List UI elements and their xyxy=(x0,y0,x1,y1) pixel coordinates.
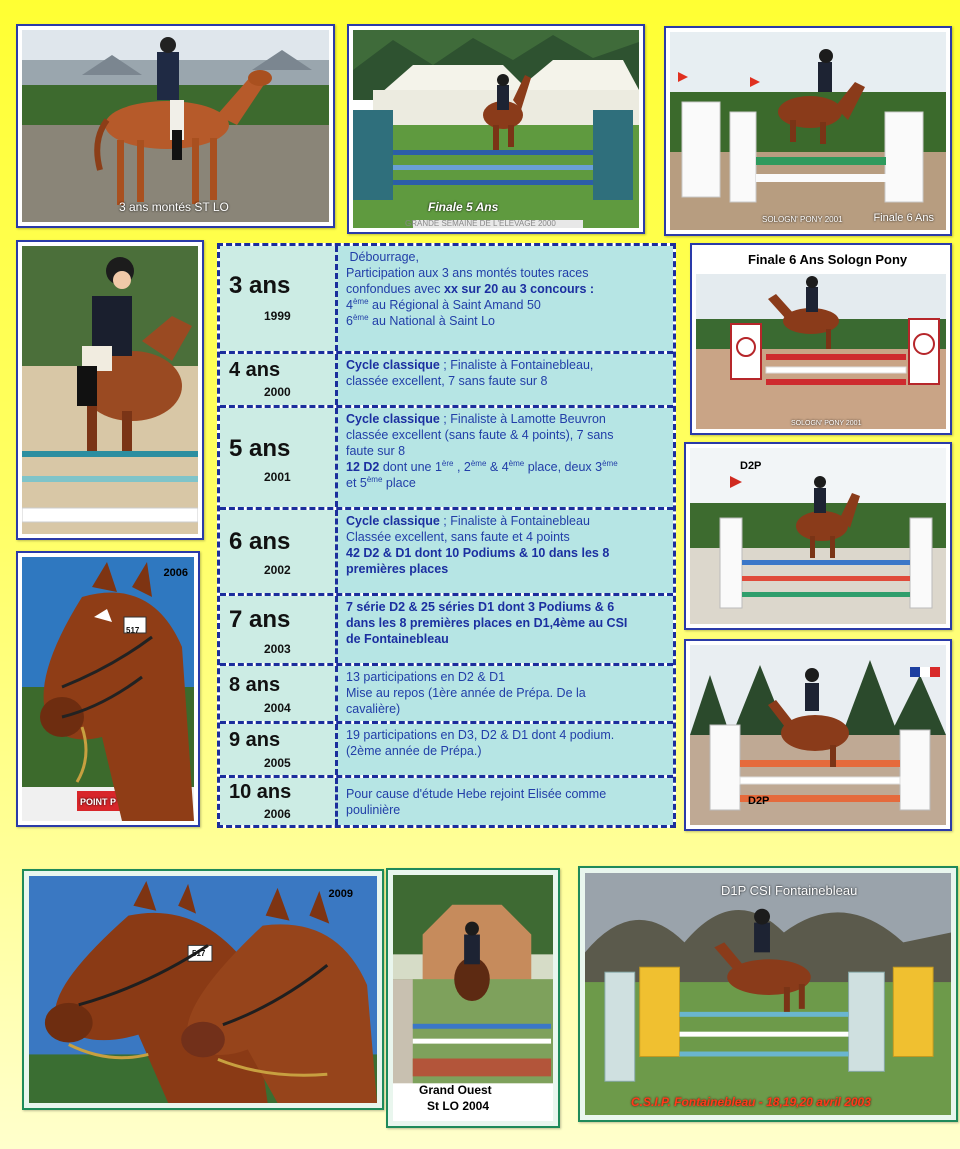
photo-finale-6-ans-sologn-pony xyxy=(690,243,952,435)
timeline-age: 9 ans xyxy=(229,729,281,751)
photo-caption: Finale 6 Ans Sologn Pony xyxy=(748,252,908,267)
photo-finale-5-ans xyxy=(347,24,645,234)
timeline-description xyxy=(338,724,673,775)
timeline-year: 2005 xyxy=(264,756,291,770)
timeline-description xyxy=(338,778,673,825)
scene-horse-ridden-grass xyxy=(22,30,329,222)
photo-sign-text: SOLOGN' PONY 2001 xyxy=(762,215,843,224)
desc-line: Mise au repos (1ère année de Prépa. De la xyxy=(346,686,586,700)
desc-line: poulinière xyxy=(346,803,401,817)
timeline-row-3-ans xyxy=(220,246,673,351)
desc-line: et 5ème place xyxy=(346,474,416,490)
desc-line: classée excellent (sans faute & 4 points), 7 sans xyxy=(346,428,614,442)
desc-line: (2ème année de Prépa.) xyxy=(346,744,482,758)
timeline-description xyxy=(338,246,673,351)
scene-horse-head xyxy=(22,557,194,821)
photo-caption-line2: St LO 2004 xyxy=(427,1099,490,1113)
desc-line: 12 D2 dont une 1ère , 2ème & 4ème place, deux 3ème xyxy=(346,458,618,474)
photo-caption: D2P xyxy=(748,795,770,807)
photo-caption: Finale 5 Ans xyxy=(428,200,499,214)
desc-line: Cycle classique ; Finaliste à Fontainebleau xyxy=(346,514,590,528)
desc-line: faute sur 8 xyxy=(346,444,406,458)
desc-line: premières places xyxy=(346,562,449,576)
scene-horse-jumping-blue-fence xyxy=(690,448,946,624)
timeline-age-cell xyxy=(220,510,338,593)
timeline-age: 7 ans xyxy=(229,606,291,633)
timeline-year: 2001 xyxy=(264,470,291,484)
desc-line: 6ème au National à Saint Lo xyxy=(346,312,495,328)
photo-d1p-csi-fontainebleau xyxy=(578,866,958,1122)
desc-line: Cycle classique ; Finaliste à Fontainebleau, xyxy=(346,358,594,372)
timeline-row-5-ans xyxy=(220,405,673,507)
desc-line: Classée excellent, sans faute et 4 points xyxy=(346,530,570,544)
desc-line: cavalière) xyxy=(346,702,401,716)
timeline-age-cell xyxy=(220,246,338,351)
desc-line: 19 participations en D3, D2 & D1 dont 4 podium. xyxy=(346,728,615,742)
photo-caption: D2P xyxy=(740,460,762,472)
scene-horse-jumping-white-fence xyxy=(670,32,946,230)
banner-text: POINT P xyxy=(80,797,117,807)
photo-finale-6-ans xyxy=(664,26,952,236)
timeline-age-cell xyxy=(220,354,338,405)
photo-footer-banner: C.S.I.P. Fontainebleau - 18,19,20 avril 2003 xyxy=(631,1095,871,1109)
desc-line: 4ème au Régional à Saint Amand 50 xyxy=(346,296,541,312)
desc-line: dans les 8 premières places en D1,4ème au CSI xyxy=(346,616,628,630)
scene-two-horse-heads xyxy=(29,876,377,1103)
photo-3ans-st-lo xyxy=(16,24,335,228)
desc-line: classée excellent, 7 sans faute sur 8 xyxy=(346,374,548,388)
photo-d2p-jumping-1 xyxy=(684,442,952,630)
scene-horse-jumping-trees xyxy=(690,645,946,825)
desc-line: 13 participations en D2 & D1 xyxy=(346,670,506,684)
timeline-age-cell xyxy=(220,408,338,507)
desc-line: Participation aux 3 ans montés toutes races xyxy=(346,266,589,280)
photo-caption-line1: Grand Ouest xyxy=(419,1083,492,1097)
timeline-row-10-ans xyxy=(220,775,673,825)
timeline-description xyxy=(338,408,673,507)
desc-line: Cycle classique ; Finaliste à Lamotte Beuvron xyxy=(346,412,606,426)
desc-line: 42 D2 & D1 dont 10 Podiums & 10 dans les 8 xyxy=(346,546,610,560)
timeline-year: 2006 xyxy=(264,807,291,821)
timeline-age-cell xyxy=(220,724,338,775)
timeline-description xyxy=(338,666,673,721)
desc-line: 7 série D2 & 25 séries D1 dont 3 Podiums & 6 xyxy=(346,600,615,614)
timeline-description xyxy=(338,354,673,405)
scene-horse-jumping-csi xyxy=(585,873,951,1115)
photo-rider-jumping-closeup xyxy=(16,240,204,540)
bib-number: 517 xyxy=(126,626,140,635)
desc-line: confondues avec xx sur 20 au 3 concours : xyxy=(346,282,595,296)
desc-line: Débourrage, xyxy=(349,250,419,264)
timeline-age: 3 ans xyxy=(229,272,291,299)
timeline-age-cell xyxy=(220,778,338,825)
scene-horse-jumping-tents xyxy=(353,30,639,228)
timeline-age: 5 ans xyxy=(229,435,291,462)
photo-caption: 2009 xyxy=(328,888,353,900)
timeline-description xyxy=(338,596,673,663)
photo-caption: 3 ans montés ST LO xyxy=(119,200,229,214)
timeline-row-7-ans xyxy=(220,593,673,663)
timeline-description xyxy=(338,510,673,593)
scene-horse-jumping-red-fence xyxy=(696,249,946,429)
photo-two-horse-heads-2009 xyxy=(22,869,384,1110)
photo-sign-text: SOLOGN' PONY 2001 xyxy=(791,420,862,427)
desc-line: Pour cause d'étude Hebe rejoint Elisée comme xyxy=(346,787,607,801)
timeline-row-8-ans xyxy=(220,663,673,721)
career-timeline-table xyxy=(217,243,676,828)
timeline-year: 2003 xyxy=(264,642,291,656)
timeline-year: 2000 xyxy=(264,385,291,399)
scene-rider-closeup xyxy=(22,246,198,534)
photo-caption: D1P CSI Fontainebleau xyxy=(721,883,858,898)
photo-caption: 2006 xyxy=(163,567,188,579)
timeline-row-6-ans xyxy=(220,507,673,593)
desc-line: de Fontainebleau xyxy=(346,632,449,646)
timeline-age: 8 ans xyxy=(229,674,281,696)
timeline-year: 2004 xyxy=(264,701,291,715)
photo-banner-text: GRANDE SEMAINE DE L'ELEVAGE 2000 xyxy=(405,219,556,228)
timeline-age-cell xyxy=(220,596,338,663)
timeline-age: 10 ans xyxy=(229,781,292,803)
timeline-row-4-ans xyxy=(220,351,673,405)
timeline-age-cell xyxy=(220,666,338,721)
photo-horse-head-2006 xyxy=(16,551,200,827)
photo-caption: Finale 6 Ans xyxy=(873,212,934,224)
photo-grand-ouest-st-lo-2004 xyxy=(386,868,560,1128)
timeline-row-9-ans xyxy=(220,721,673,775)
timeline-year: 2002 xyxy=(264,563,291,577)
bib-number: 517 xyxy=(192,949,206,958)
photo-d2p-jumping-2 xyxy=(684,639,952,831)
timeline-age: 4 ans xyxy=(229,359,281,381)
timeline-year: 1999 xyxy=(264,309,291,323)
timeline-age: 6 ans xyxy=(229,528,291,555)
